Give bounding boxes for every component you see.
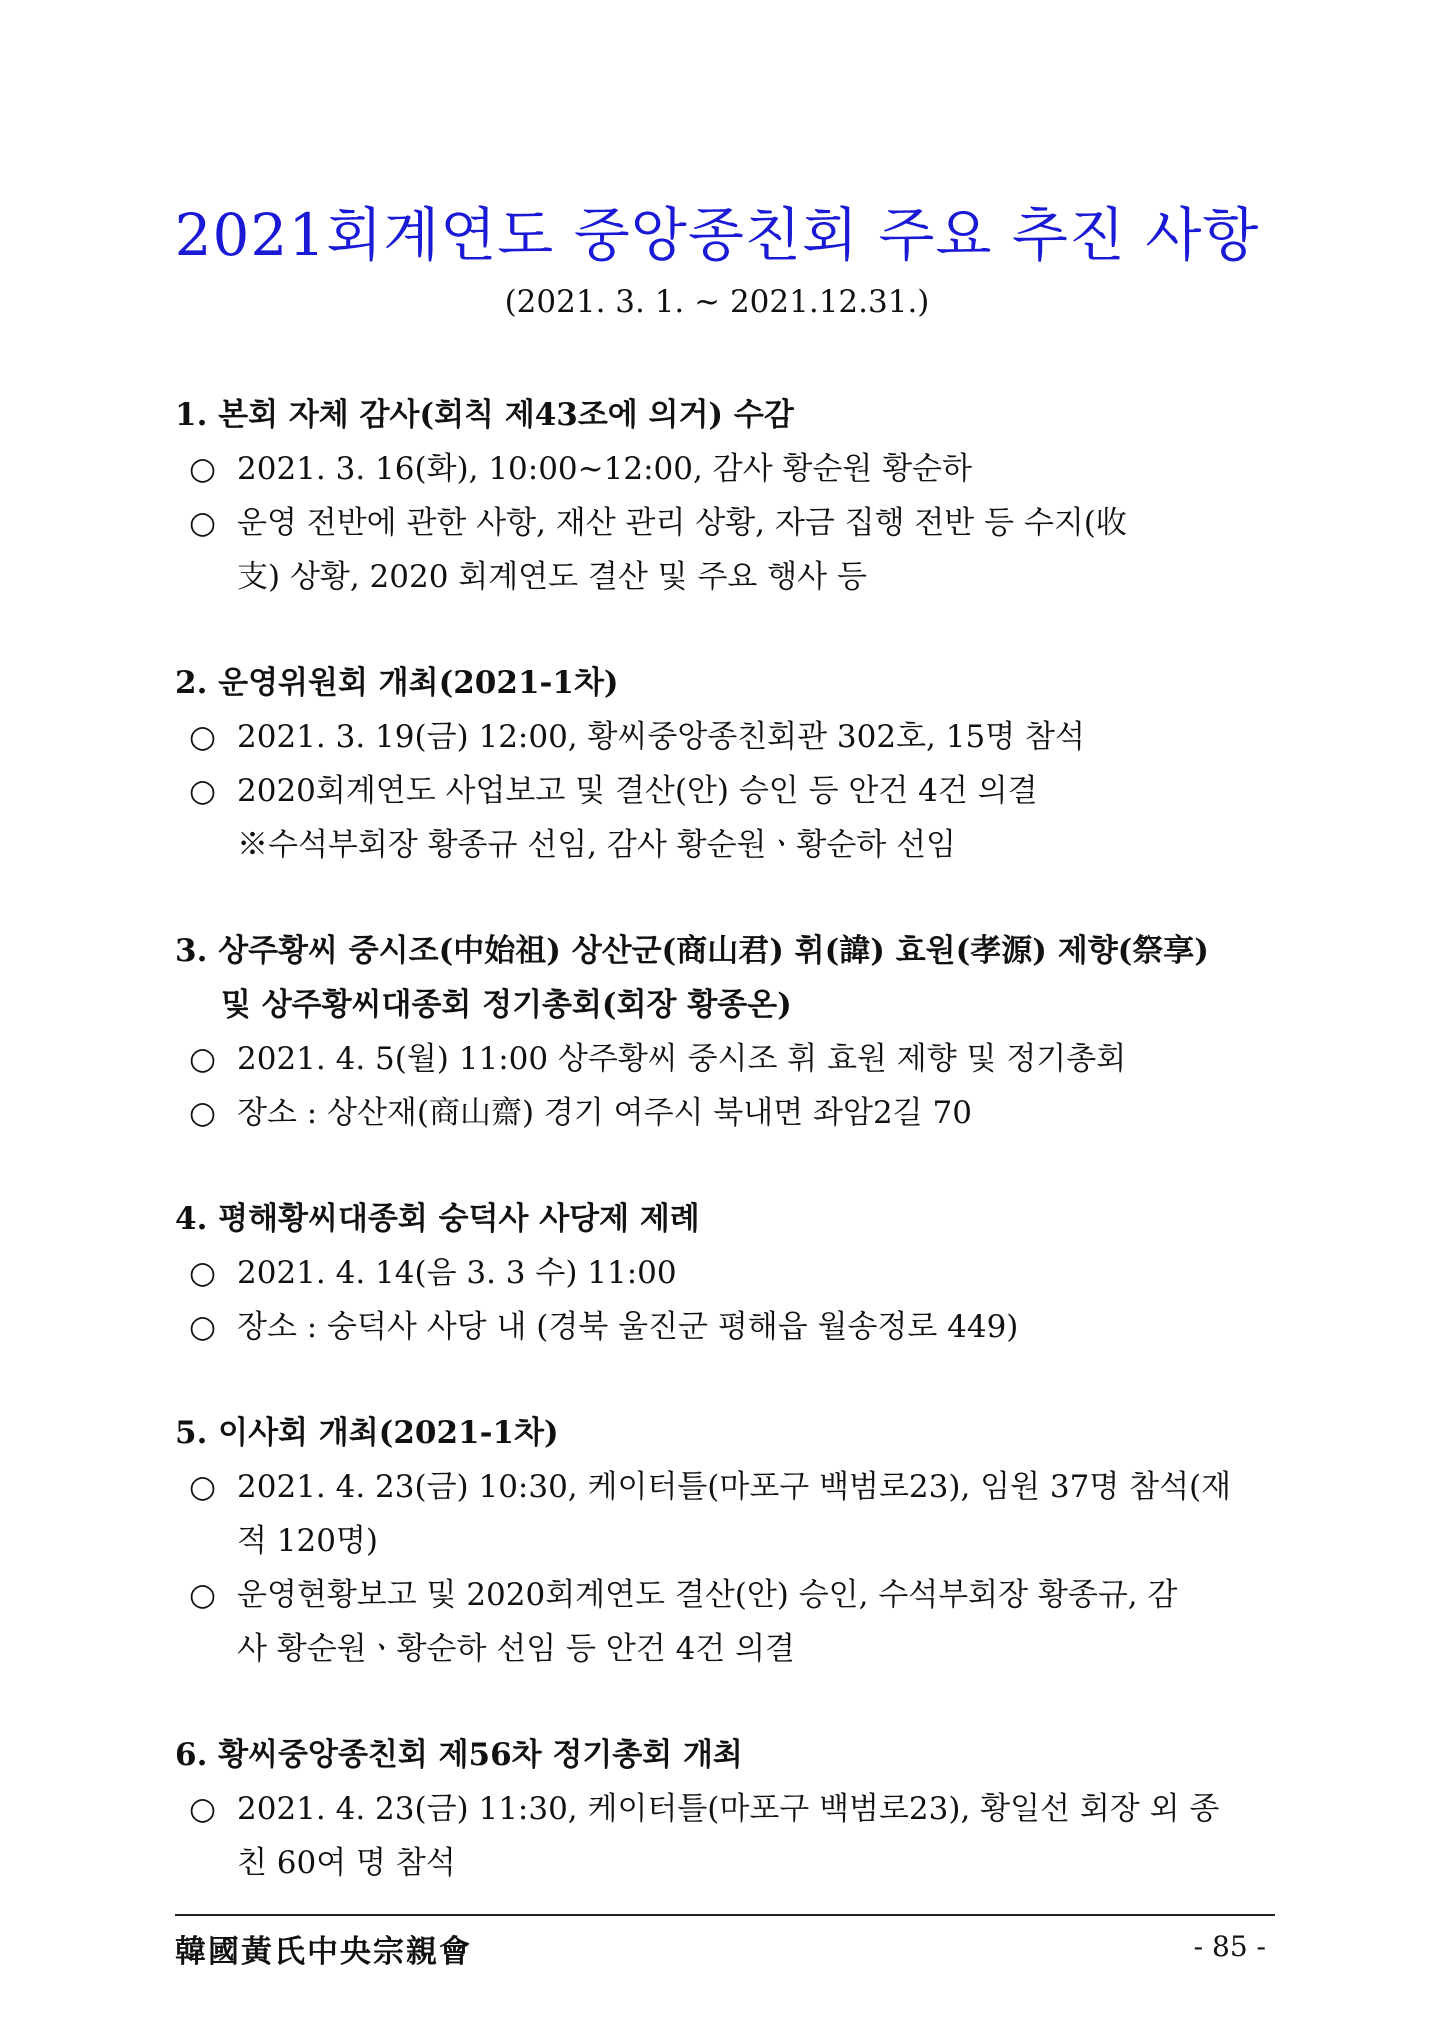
page-number: - 85 -	[1193, 1930, 1266, 1963]
item-text: 2021. 3. 16(화), 10:00~12:00, 감사 황순원 황순하	[237, 451, 972, 487]
circle-bullet-icon: ○	[189, 1469, 217, 1505]
item-text-continued: 支) 상황, 2020 회계연도 결산 및 주요 행사 등	[237, 559, 867, 595]
item-text: 운영현황보고 및 2020회계연도 결산(안) 승인, 수석부회장 황종규, 감	[237, 1577, 1178, 1613]
circle-bullet-icon: ○	[189, 773, 217, 809]
section-heading-line1: 3. 상주황씨 중시조(中始祖) 상산군(商山君) 휘(諱) 효원(孝源) 제향(祭享)	[175, 933, 1209, 969]
section-heading: 5. 이사회 개최(2021-1차)	[175, 1415, 559, 1451]
section-2	[175, 656, 1275, 872]
circle-bullet-icon: ○	[189, 1791, 217, 1827]
list-item	[175, 1086, 1275, 1140]
section-5	[175, 1406, 1275, 1676]
item-text: 운영 전반에 관한 사항, 재산 관리 상황, 자금 집행 전반 등 수지(收	[237, 505, 1127, 541]
list-item	[175, 442, 1275, 496]
item-text-continued: 친 60여 명 참석	[237, 1845, 456, 1881]
footer-organization-logo: 韓國黃氏中央宗親會	[175, 1934, 472, 1970]
item-text: 2020회계연도 사업보고 및 결산(안) 승인 등 안건 4건 의결	[237, 773, 1038, 809]
list-item	[175, 1300, 1275, 1354]
item-text: 2021. 4. 23(금) 10:30, 케이터틀(마포구 백범로23), 임원 37명 참석(재	[237, 1469, 1232, 1505]
list-item	[175, 1782, 1275, 1890]
section-1	[175, 388, 1275, 604]
section-heading-line2: 및 상주황씨대종회 정기총회(회장 황종온)	[221, 987, 792, 1023]
circle-bullet-icon: ○	[189, 1041, 217, 1077]
section-4	[175, 1192, 1275, 1354]
list-item	[175, 764, 1275, 818]
section-heading: 6. 황씨중앙종친회 제56차 정기총회 개최	[175, 1737, 743, 1773]
circle-bullet-icon: ○	[189, 1577, 217, 1613]
item-text: 2021. 4. 23(금) 11:30, 케이터틀(마포구 백범로23), 황일선 회장 외 종	[237, 1791, 1220, 1827]
section-heading	[175, 924, 1275, 1032]
item-text-continued: 사 황순원ㆍ황순하 선임 등 안건 4건 의결	[237, 1631, 795, 1667]
list-item	[175, 1460, 1275, 1568]
circle-bullet-icon: ○	[189, 1095, 217, 1131]
list-item	[175, 1568, 1275, 1676]
section-heading: 2. 운영위원회 개최(2021-1차)	[175, 665, 619, 701]
circle-bullet-icon: ○	[189, 1255, 217, 1291]
item-text: 2021. 4. 14(음 3. 3 수) 11:00	[237, 1255, 677, 1291]
list-item	[175, 710, 1275, 764]
item-text: 장소 : 숭덕사 사당 내 (경북 울진군 평해읍 월송정로 449)	[237, 1309, 1019, 1345]
item-text: 장소 : 상산재(商山齋) 경기 여주시 북내면 좌암2길 70	[237, 1095, 972, 1131]
item-text: 2021. 4. 5(월) 11:00 상주황씨 중시조 휘 효원 제향 및 정기총회	[237, 1041, 1127, 1077]
circle-bullet-icon: ○	[189, 505, 217, 541]
date-range-subtitle: (2021. 3. 1. ~ 2021.12.31.)	[504, 284, 930, 320]
item-text: 2021. 3. 19(금) 12:00, 황씨중앙종친회관 302호, 15명 참석	[237, 719, 1085, 755]
section-3	[175, 924, 1275, 1140]
list-item	[175, 496, 1275, 604]
section-6	[175, 1728, 1275, 1890]
list-item	[175, 1032, 1275, 1086]
page-title: 2021회계연도 중앙종친회 주요 추진 사항	[174, 201, 1260, 269]
list-item	[175, 1246, 1275, 1300]
circle-bullet-icon: ○	[189, 451, 217, 487]
circle-bullet-icon: ○	[189, 1309, 217, 1345]
note-text: ※수석부회장 황종규 선임, 감사 황순원ㆍ황순하 선임	[237, 827, 956, 863]
section-heading: 4. 평해황씨대종회 숭덕사 사당제 제례	[175, 1201, 700, 1237]
item-text-continued: 적 120명)	[237, 1523, 379, 1559]
section-heading: 1. 본회 자체 감사(회칙 제43조에 의거) 수감	[175, 397, 794, 433]
footer-divider	[175, 1914, 1275, 1916]
circle-bullet-icon: ○	[189, 719, 217, 755]
